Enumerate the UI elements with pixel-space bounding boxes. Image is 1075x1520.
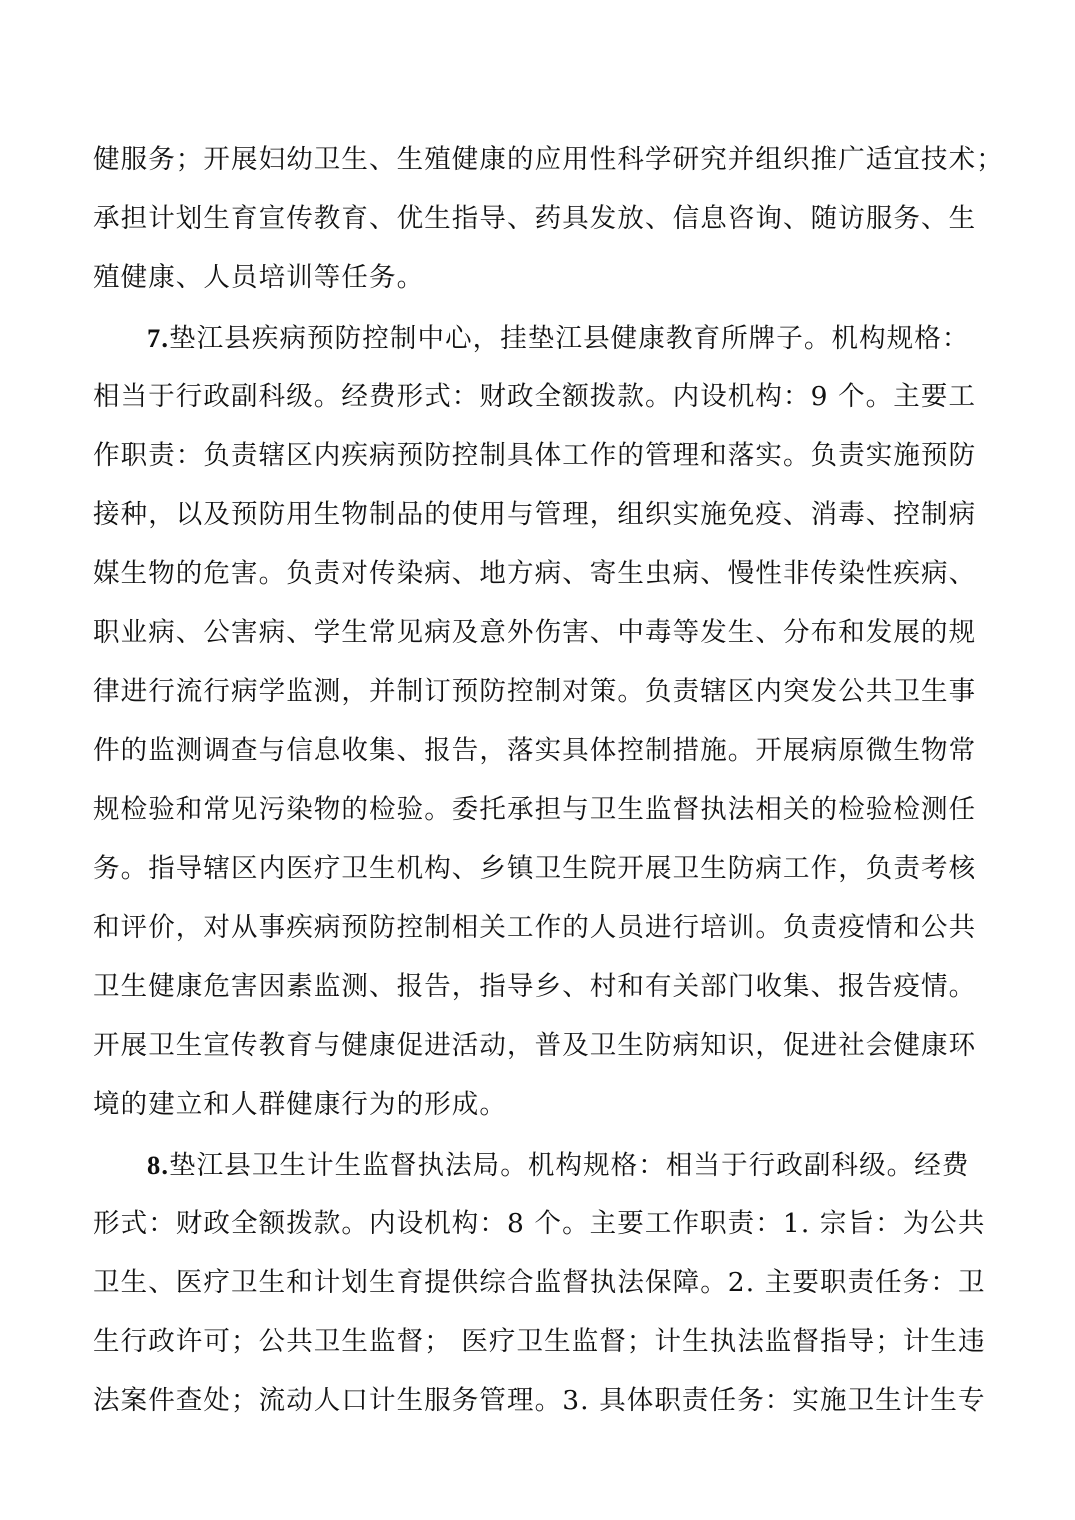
section-heading-line [147,1145,983,1185]
item-number: 7. [147,323,170,353]
text-line: 接种，以及预防用生物制品的使用与管理，组织实施免疫、消毒、控制病 [93,499,977,530]
text-line: 件的监测调查与信息收集、报告，落实具体控制措施。开展病原微生物常 [93,735,977,766]
text-line: 作职责：负责辖区内疾病预防控制具体工作的管理和落实。负责实施预防 [93,440,977,471]
item-number: 8. [147,1150,170,1180]
text-line: 开展卫生宣传教育与健康促进活动，普及卫生防病知识，促进社会健康环 [93,1030,977,1061]
text-line: 规检验和常见污染物的检验。委托承担与卫生监督执法相关的检验检测任 [93,794,977,825]
text-line: 相当于行政副科级。经费形式：财政全额拨款。内设机构：9 个。主要工 [93,381,977,412]
text-line: 和评价，对从事疾病预防控制相关工作的人员进行培训。负责疫情和公共 [93,912,977,943]
text-line: 垫江县卫生计生监督执法局。机构规格：相当于行政副科级。经费 [169,1150,970,1181]
text-line: 垫江县疾病预防控制中心，挂垫江县健康教育所牌子。机构规格： [169,323,970,354]
text-line: 媒生物的危害。负责对传染病、地方病、寄生虫病、慢性非传染性疾病、 [93,558,977,589]
text-line: 承担计划生育宣传教育、优生指导、药具发放、信息咨询、随访服务、生 [93,203,977,234]
text-line: 形式：财政全额拨款。内设机构：8 个。主要工作职责：1. 宗旨：为公共 [93,1208,986,1239]
text-line: 殖健康、人员培训等任务。 [93,262,425,293]
text-line: 职业病、公害病、学生常见病及意外伤害、中毒等发生、分布和发展的规 [93,617,977,648]
text-line: 卫生、医疗卫生和计划生育提供综合监督执法保障。2. 主要职责任务：卫 [93,1267,986,1298]
text-line: 生行政许可；公共卫生监督； 医疗卫生监督；计生执法监督指导；计生违 [93,1326,986,1357]
text-line: 境的建立和人群健康行为的形成。 [93,1089,507,1120]
text-line: 健服务；开展妇幼卫生、生殖健康的应用性科学研究并组织推广适宜技术； [93,144,1004,175]
text-line: 务。指导辖区内医疗卫生机构、乡镇卫生院开展卫生防病工作，负责考核 [93,853,977,884]
text-line: 法案件查处；流动人口计生服务管理。3. 具体职责任务：实施卫生计生专 [93,1385,986,1416]
text-line: 律进行流行病学监测，并制订预防控制对策。负责辖区内突发公共卫生事 [93,676,977,707]
section-heading-line [147,318,983,358]
text-line: 卫生健康危害因素监测、报告，指导乡、村和有关部门收集、报告疫情。 [93,971,977,1002]
